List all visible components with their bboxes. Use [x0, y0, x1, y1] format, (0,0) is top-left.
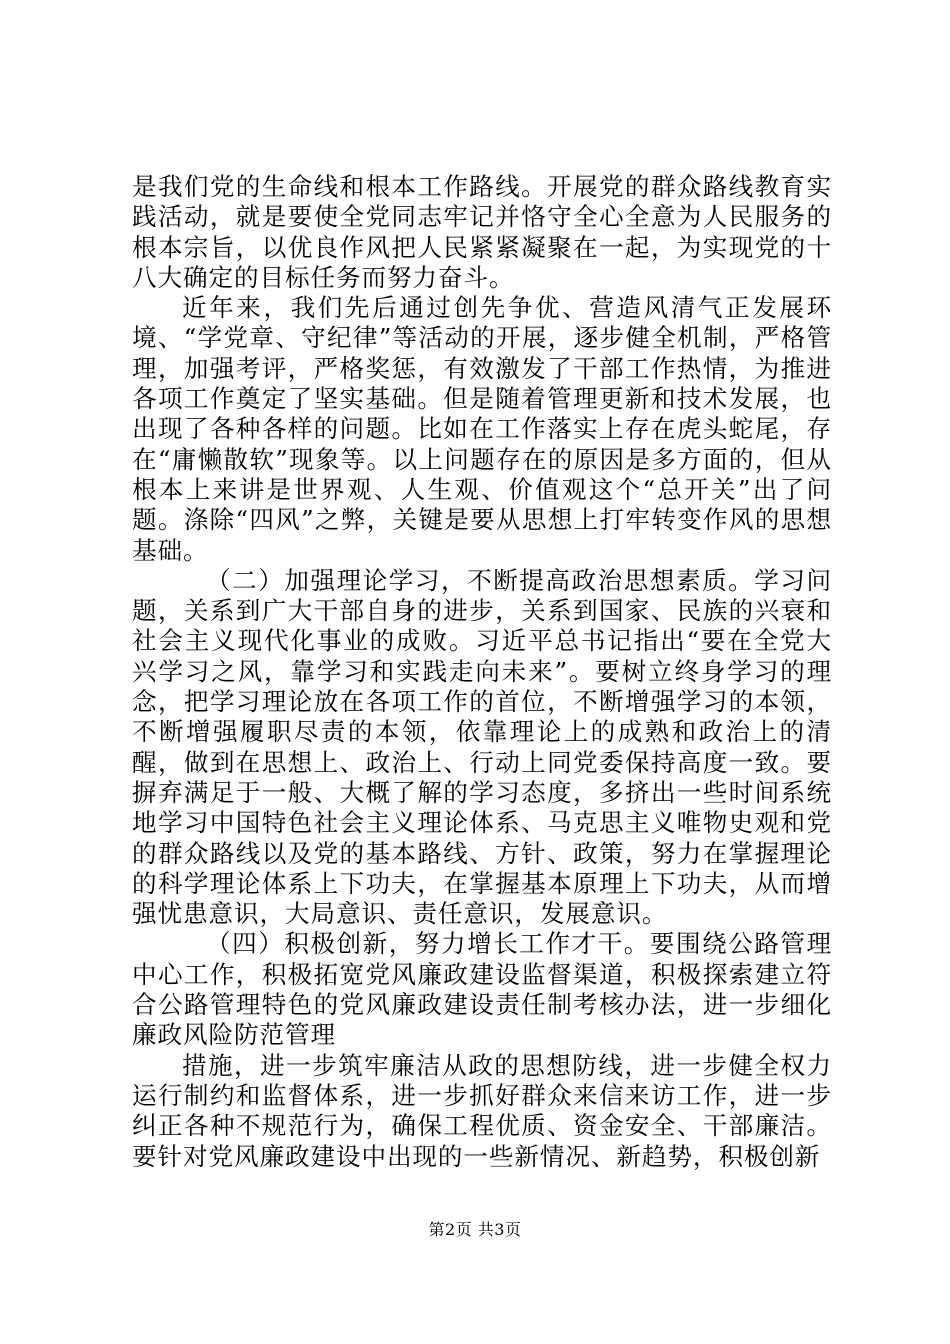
paragraph-1: 是我们党的生命线和根本工作路线。开展党的群众路线教育实践活动，就是要使全党同志牢记并恪守全心全意为人民服务的根本宗旨，以优良作风把人民紧紧凝聚在一起，为实现党的十八大确定的目标任务而努力奋斗。 [132, 172, 832, 292]
paragraph-4: （四）积极创新，努力增长工作才干。要围绕公路管理中心工作，积极拓宽党风廉政建设监督渠道，积极探索建立符合公路管理特色的党风廉政建设责任制考核办法，进一步细化廉政风险防范管理 [132, 929, 832, 1050]
document-body [132, 172, 832, 1172]
page-number-footer: 第2页 共3页 [428, 1220, 522, 1239]
paragraph-5: 措施，进一步筑牢廉洁从政的思想防线，进一步健全权力运行制约和监督体系，进一步抓好群众来信来访工作，进一步纠正各种不规范行为，确保工程优质、资金安全、干部廉洁。要针对党风廉政建设中出现的一些新情况、新趋势，积极创新 [132, 1050, 832, 1171]
paragraph-2: 近年来，我们先后通过创先争优、营造风清气正发展环境、“学党章、守纪律”等活动的开展，逐步健全机制，严格管理，加强考评，严格奖惩，有效激发了干部工作热情，为推进各项工作奠定了坚实基础。但是随着管理更新和技术发展，也出现了各种各样的问题。比如在工作落实上存在虎头蛇尾，存在“庸懒散软”现象等。以上问题存在的原因是多方面的，但从根本上来讲是世界观、人生观、价值观这个“总开关”出了问题。涤除“四风”之弊，关键是要从思想上打牢转变作风的思想基础。 [132, 293, 832, 565]
paragraph-3: （二）加强理论学习，不断提高政治思想素质。学习问题，关系到广大干部自身的进步，关系到国家、民族的兴衰和社会主义现代化事业的成败。习近平总书记指出“要在全党大兴学习之风，靠学习和实践走向未来”。要树立终身学习的理念，把学习理论放在各项工作的首位，不断增强学习的本领，不断增强履职尽责的本领，依靠理论上的成熟和政治上的清醒，做到在思想上、政治上、行动上同党委保持高度一致。要摒弃满足于一般、大概了解的学习态度，多挤出一些时间系统地学习中国特色社会主义理论体系、马克思主义唯物史观和党的群众路线以及党的基本路线、方针、政策，努力在掌握理论的科学理论体系上下功夫，在掌握基本原理上下功夫，从而增强忧患意识，大局意识、责任意识，发展意识。 [132, 565, 832, 929]
